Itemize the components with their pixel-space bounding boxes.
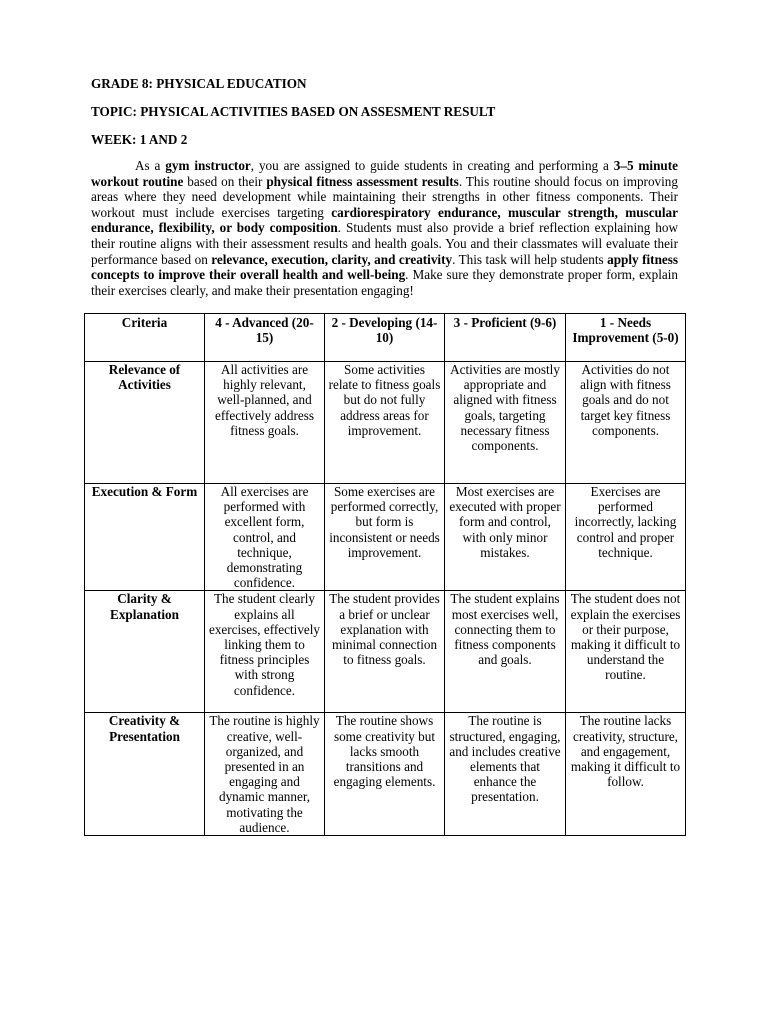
- criteria-cell: Relevance of Activities: [85, 362, 205, 484]
- header-criteria: Criteria: [85, 314, 205, 362]
- header-proficient: 3 - Proficient (9-6): [445, 314, 566, 362]
- table-row: [85, 713, 686, 836]
- document-page: [91, 76, 678, 298]
- proficient-cell: Most exercises are executed with proper form and control, with only minor mistakes.: [445, 484, 566, 591]
- table-row: [85, 591, 686, 713]
- rubric-header-row: [85, 314, 686, 362]
- needs-improvement-cell: The routine lacks creativity, structure, and engagement, making it difficult to follow.: [566, 713, 686, 836]
- header-advanced: 4 - Advanced (20-15): [205, 314, 325, 362]
- intro-bold-components: cardiorespiratory endurance, muscular strength, muscular endurance, flexibility, or body composition: [91, 204, 678, 236]
- developing-cell: Some activities relate to fitness goals but do not fully address areas for improvement.: [325, 362, 445, 484]
- grade-heading: GRADE 8: PHYSICAL EDUCATION: [91, 76, 307, 91]
- needs-improvement-cell: Activities do not align with fitness goals and do not target key fitness components.: [566, 362, 686, 484]
- intro-bold-goal: apply fitness concepts to improve their overall health and well-being: [91, 251, 679, 283]
- needs-improvement-cell: The student does not explain the exercises or their purpose, making it difficult to understand the routine.: [566, 591, 686, 713]
- intro-text-1: As a: [135, 158, 166, 173]
- intro-bold-assessment: physical fitness assessment results: [266, 173, 459, 189]
- intro-text-5: . Students must also provide a brief reflection explaining how their routine aligns with their assessment results and health goals. You and their classmates will evaluate their performance based on: [91, 220, 678, 267]
- table-row: [85, 484, 686, 591]
- intro-bold-duration: 3–5 minute workout routine: [91, 158, 678, 189]
- task-description: [91, 158, 678, 298]
- needs-improvement-cell: Exercises are performed incorrectly, lacking control and proper technique.: [566, 484, 686, 591]
- advanced-cell: All exercises are performed with excellent form, control, and technique, demonstrating confidence.: [205, 484, 325, 591]
- header-needs-improvement: 1 - Needs Improvement (5-0): [566, 314, 686, 362]
- criteria-cell: Execution & Form: [85, 484, 205, 591]
- intro-bold-role: gym instructor: [165, 158, 251, 173]
- developing-cell: The student provides a brief or unclear explanation with minimal connection to fitness goals.: [325, 591, 445, 713]
- week-heading: WEEK: 1 AND 2: [91, 132, 188, 147]
- advanced-cell: All activities are highly relevant, well-planned, and effectively address fitness goals.: [205, 362, 325, 484]
- intro-text-7: . Make sure they demonstrate proper form, explain their exercises clearly, and make their presentation engaging!: [91, 267, 678, 298]
- intro-text-6: . This task will help students: [452, 251, 608, 267]
- advanced-cell: The student clearly explains all exercises, effectively linking them to fitness principles with strong confidence.: [205, 591, 325, 713]
- intro-text-2: , you are assigned to guide students in creating and performing a: [250, 158, 614, 173]
- header-developing: 2 - Developing (14-10): [325, 314, 445, 362]
- rubric-table: [84, 313, 686, 836]
- developing-cell: Some exercises are performed correctly, but form is inconsistent or needs improvement.: [325, 484, 445, 591]
- developing-cell: The routine shows some creativity but lacks smooth transitions and engaging elements.: [325, 713, 445, 836]
- intro-text-4: . This routine should focus on improving areas where they need development while maintaining their strengths in other fitness components. Their workout must include exercises targeting: [91, 173, 678, 220]
- proficient-cell: The routine is structured, engaging, and includes creative elements that enhance the presentation.: [445, 713, 566, 836]
- proficient-cell: The student explains most exercises well, connecting them to fitness components and goals.: [445, 591, 566, 713]
- proficient-cell: Activities are mostly appropriate and aligned with fitness goals, targeting necessary fitness components.: [445, 362, 566, 484]
- criteria-cell: Clarity & Explanation: [85, 591, 205, 713]
- advanced-cell: The routine is highly creative, well-organized, and presented in an engaging and dynamic manner, motivating the audience.: [205, 713, 325, 836]
- criteria-cell: Creativity & Presentation: [85, 713, 205, 836]
- table-row: [85, 362, 686, 484]
- intro-bold-criteria: relevance, execution, clarity, and creativity: [211, 251, 453, 267]
- intro-text-3: based on their: [183, 173, 267, 189]
- topic-heading: TOPIC: PHYSICAL ACTIVITIES BASED ON ASSESMENT RESULT: [91, 104, 496, 119]
